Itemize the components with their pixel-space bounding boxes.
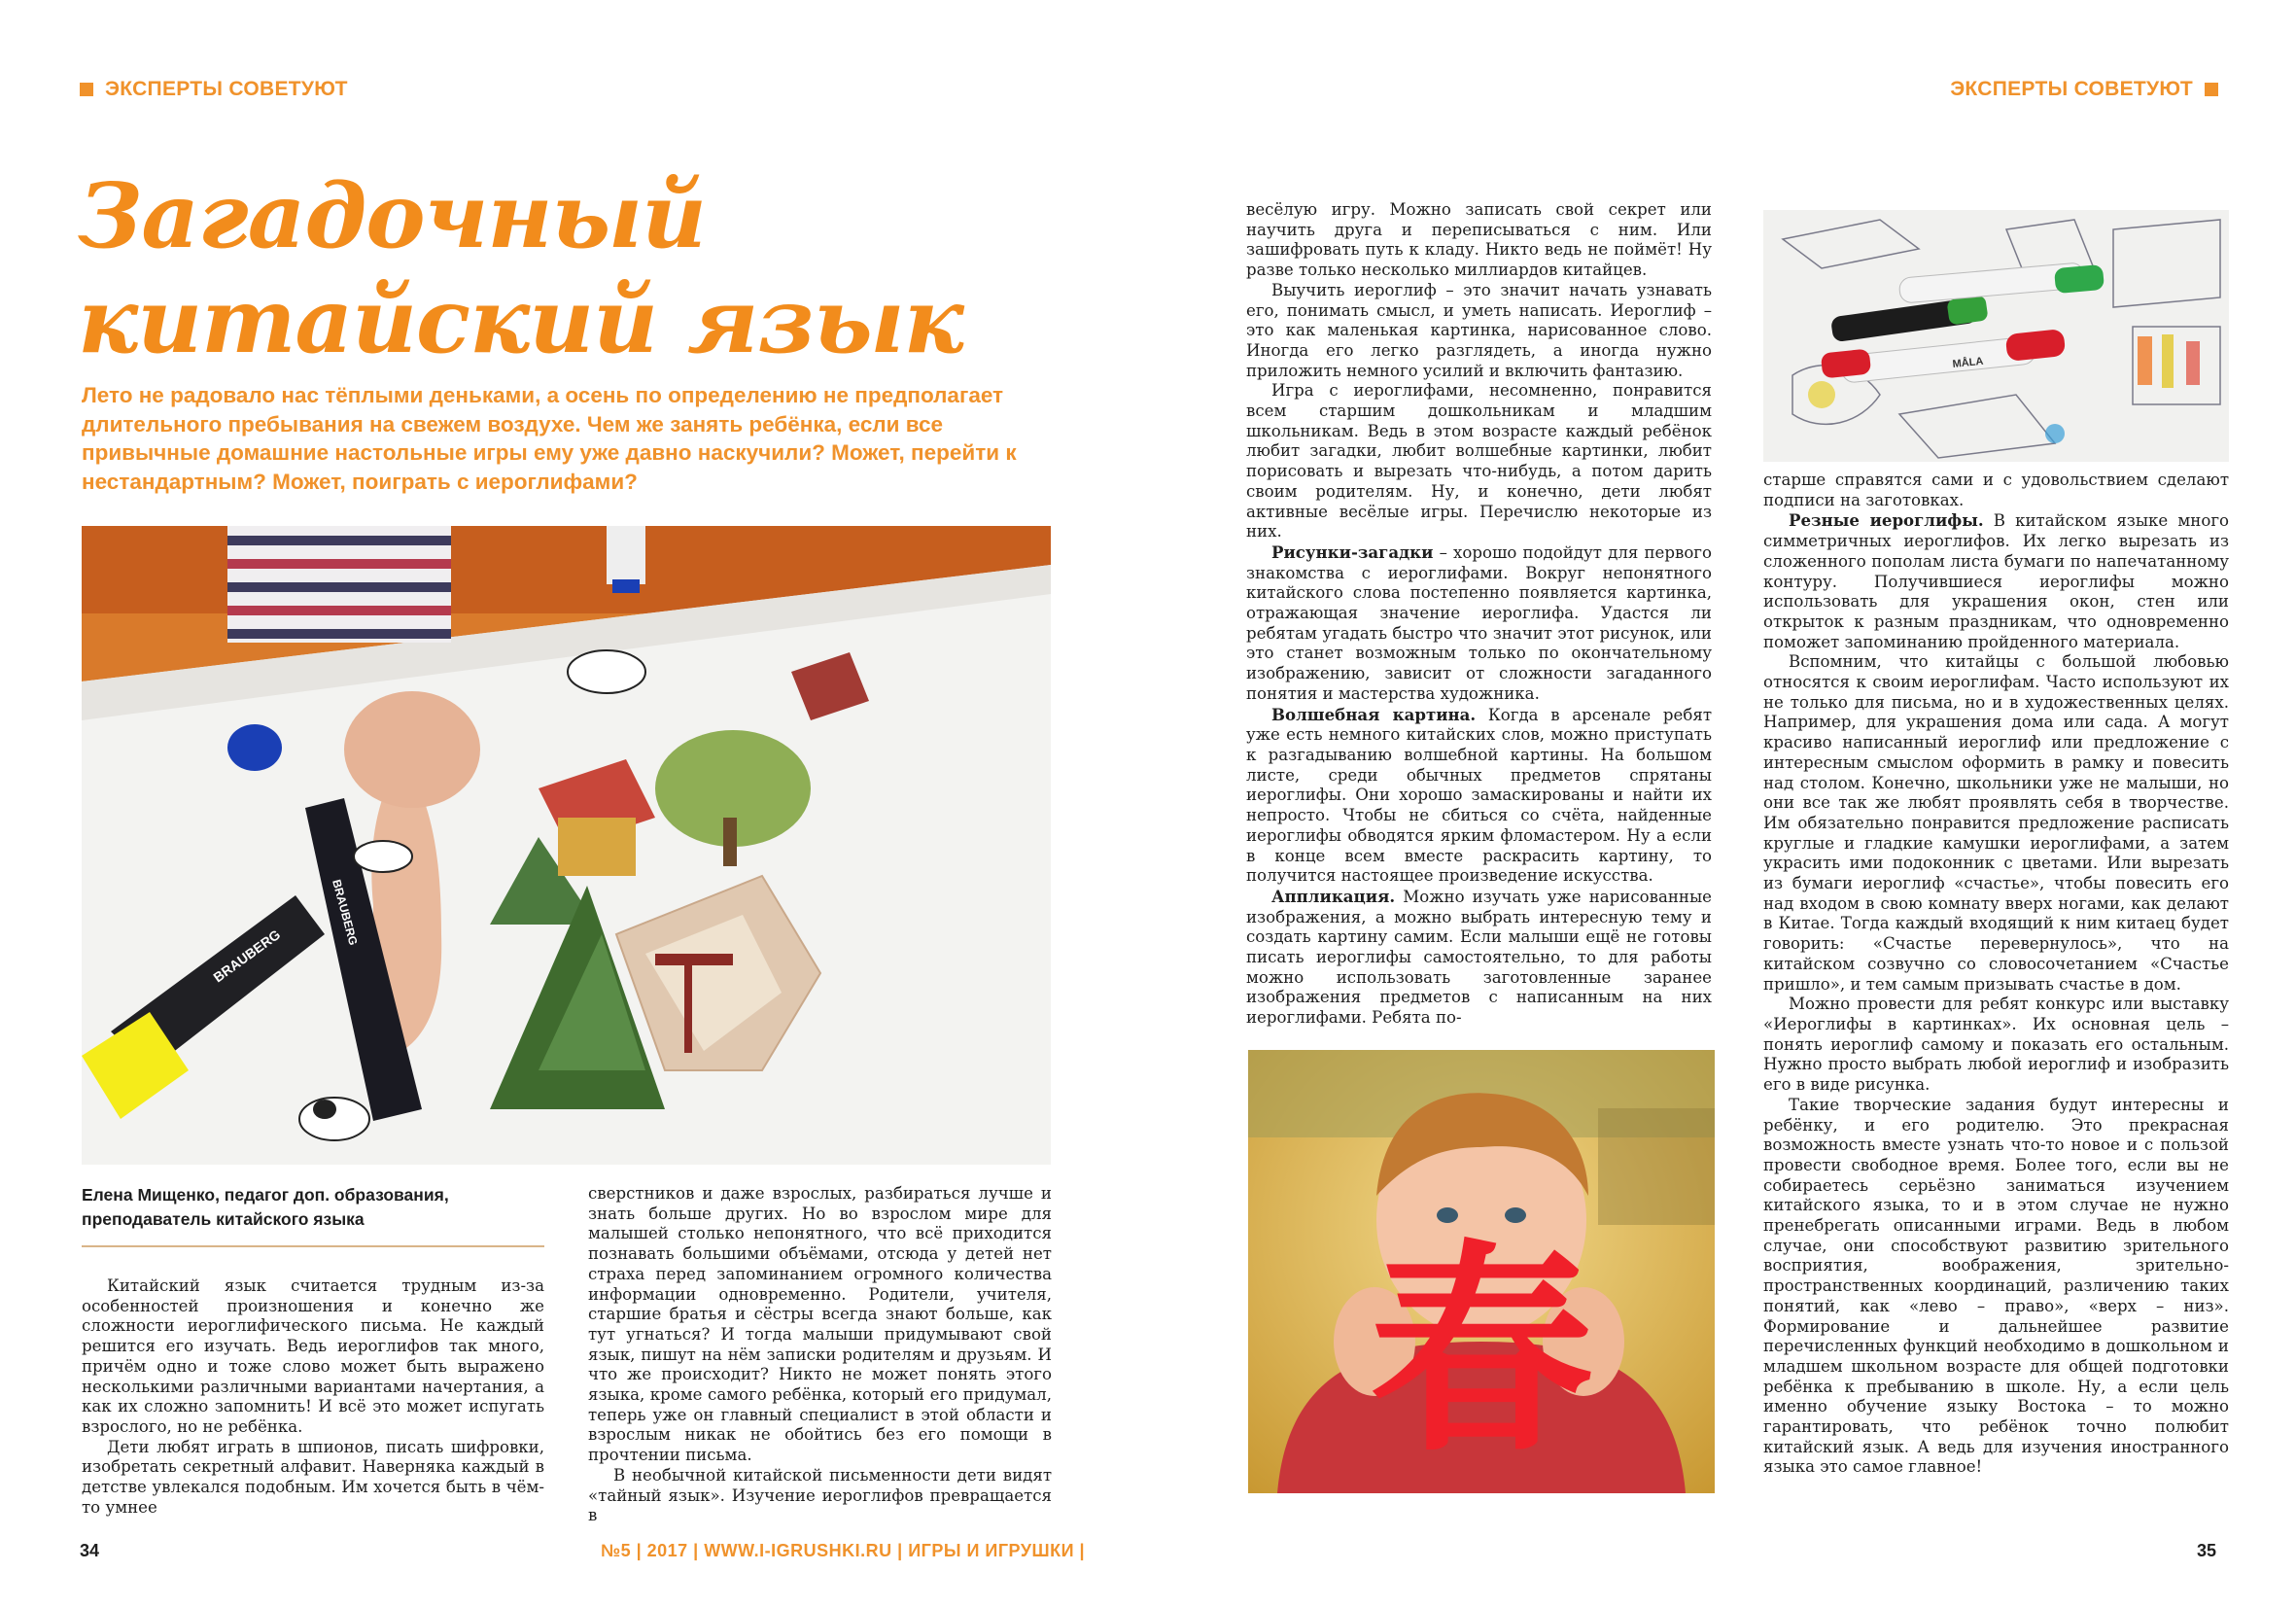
cutout-glyph: 春 <box>1369 1223 1594 1483</box>
markers-photo-illustration <box>1763 210 2229 462</box>
paragraph: Вспомним, что китайцы с большой любовью относятся к своим иероглифам. Часто используют их не только для письма, но и в художественных целях. Например, для украшения дома или сада. А могут красиво написанный иероглиф или предложение с интересным смыслом оформить в рамку и повесить над столом. Конечно, школьники уже не малыши, но они все так же любят проявлять себя в творчестве. Им обязательно понравится предложение расписать круглые и гладкие камушки иероглифами, а затем украсить ими подоконник с цветами. Или вырезать из бумаги иероглиф «счастье», чтобы повесить его над входом в свою комнату вверх ногами, как делают в Китае. Тогда каждый входящий к ним китаец будет говорить: «Счастье перевернулось», что на китайском созвучно со словосочетанием «Счастье пришло», и тем самым призывать счастье в дом. <box>1763 652 2229 994</box>
paragraph-text: Можно изучать уже нарисованные изображения, а можно выбрать интересную тему и создать картину самим. Если малыши ещё не готовы писать иероглифы самостоятельно, то для работы можно использовать заготовленные заранее изображения предметов с написанным на них иероглифами. Ребята по- <box>1246 887 1712 1028</box>
section-label: ЭКСПЕРТЫ СОВЕТУЮТ <box>105 78 348 100</box>
paragraph <box>1246 887 1712 1029</box>
subheading: Волшебная картина. <box>1271 704 1477 724</box>
paragraph-text: – хорошо подойдут для первого знакомства с иероглифами. Вокруг непонятного китайского слова постепенно появляется картинка, отражающая значение иероглифа. Удастся ли ребятам угадать быстро что значит этот рисунок, или это станет возможным только по окончательному изображению, зависит от сложности загаданного понятия и мастерства художника. <box>1246 542 1712 703</box>
author-byline <box>82 1183 544 1232</box>
boy-photo-illustration <box>1248 1050 1715 1493</box>
paragraph: Дети любят играть в шпионов, писать шифровки, изобретать секретный алфавит. Наверняка каждый в детстве увлекался подобным. Им хочется быть в чём-то умнее <box>82 1437 544 1517</box>
paragraph: В необычной китайской письменности дети видят «тайный язык». Изучение иероглифов превращается в <box>588 1465 1052 1525</box>
paragraph: Игра с иероглифами, несомненно, понравится всем старшим дошкольникам и младшим школьникам. Ведь в этом возрасте каждый ребёнок любит загадки, любит волшебные картинки, любит порисовать и вырезать что-нибудь, а потом дарить своим родителям. Ну, и конечно, дети любят активные весёлые игры. Перечислю некоторые из них. <box>1246 381 1712 541</box>
section-tag-right <box>1950 78 2218 101</box>
section-tag-left <box>80 78 348 101</box>
main-photo <box>82 526 1051 1165</box>
paragraph: Выучить иероглиф – это значит начать узнавать его, понимать смысл, и уметь написать. Иероглиф – это как маленькая картинка, нарисованное слово. Иногда его легко разглядеть, а иногда нужно приложить немного усилий и включить фантазию. <box>1246 280 1712 380</box>
paragraph <box>1246 542 1712 705</box>
article-title <box>78 163 963 373</box>
paragraph: Такие творческие задания будут интересны и ребёнку, и его родителю. Это прекрасная возможность вместе узнать что-то новое и с пользой провести свободное время. Более того, если вы не собираетесь серьёзно заниматься изучением китайского языка, то и в этом случае не нужно пренебрегать описанными играми. Ведь в любом случае, они способствуют развитию зрительного восприятия, воображения, зрительно-пространственных координаций, различению таких понятий, как «лево – право», «верх – низ». Формирование и дальнейшее развитие перечисленных функций необходимо в дошкольном и младшем школьном возрасте для общей подготовки ребёнка к пребыванию в школе. Ну, а если цель именно обучение языку Востока – то можно гарантировать, что ребёнок точно полюбит китайский язык. А ведь для изучения иностранного языка это самое главное! <box>1763 1095 2229 1477</box>
column-2 <box>588 1184 1052 1526</box>
column-1 <box>82 1276 544 1518</box>
orange-square-icon <box>2205 83 2218 96</box>
paragraph-text: В китайском языке много симметричных иероглифов. Их легко вырезать из сложенного пополам листа бумаги по напечатанному контуру. Получившиеся иероглифы можно использовать для украшения окон, стен или открыток к разным праздникам, что одновременно поможет запоминанию пройденного материала. <box>1763 511 2229 651</box>
byline-line-2: преподаватель китайского языка <box>82 1209 365 1229</box>
footer-issue-line: №5 | 2017 | WWW.I-IGRUSHKI.RU | ИГРЫ И ИГРУШКИ | <box>601 1541 1086 1560</box>
subheading: Резные иероглифы. <box>1789 510 1984 531</box>
paragraph <box>1246 705 1712 887</box>
paragraph: весёлую игру. Можно записать свой секрет или научить друга и переписываться с ним. Или зашифровать путь к кладу. Никто ведь не поймёт! Ну разве только несколько миллиардов китайцев. <box>1246 200 1712 280</box>
pen-brand-label: MÅLA <box>1952 355 1984 370</box>
section-label: ЭКСПЕРТЫ СОВЕТУЮТ <box>1950 78 2193 100</box>
page-number-left: 34 <box>80 1541 100 1560</box>
subheading: Аппликация. <box>1271 886 1396 906</box>
paragraph: Китайский язык считается трудным из-за особенностей произношения и конечно же сложности иероглифического письма. Не каждый решится его изучать. Ведь иероглифов так много, причём одно и тоже слово может быть выражено несколькими различными вариантами начертания, а как их сложно запомнить! И всё это может испугать взрослого, но не ребёнка. <box>82 1276 544 1436</box>
paragraph: сверстников и даже взрослых, разбираться лучше и знать больше других. Но во взрослом мире для малышей столько непонятного, что всё приходится познавать большими объёмами, отсюда у детей нет страха перед запоминанием огромного количества информации одновременно. Родители, учителя, старшие братья и сёстры всегда знают больше, как тут угнаться? И тогда малыши придумывают свой язык, пишут на нём записки родителям и друзьям. И что же происходит? Никто не может понять этого языка, кроме самого ребёнка, который его придумал, теперь уже он главный специалист в этой области и взрослым никак не обойтись без его помощи в прочтении письма. <box>588 1184 1052 1465</box>
title-line-2: китайский язык <box>78 268 963 373</box>
byline-divider <box>82 1245 544 1247</box>
orange-square-icon <box>80 83 93 96</box>
marker2-brand-label: BRAUBERG <box>330 878 361 947</box>
byline-line-1: Елена Мищенко, педагог доп. образования, <box>82 1185 449 1205</box>
main-photo-illustration <box>82 526 1051 1165</box>
paragraph <box>1763 510 2229 652</box>
page-number-right: 35 <box>2196 1541 2216 1560</box>
title-line-1: Загадочный <box>78 163 706 268</box>
paragraph: старше справятся сами и с удовольствием сделают подписи на заготовках. <box>1763 471 2229 509</box>
paragraph: Можно провести для ребят конкурс или выставку «Иероглифы в картинках». Их основная цель – понять иероглиф самому и показать его остальным. Нужно просто выбрать любой иероглиф и изобразить его в виде рисунка. <box>1763 995 2229 1095</box>
article-lead: Лето не радовало нас тёплыми деньками, а осень по определению не предполагает длительного пребывания на свежем воздухе. Чем же занять ребёнка, если все привычные домашние настольные игры ему уже давно наскучили? Может, перейти к нестандартным? Может, поиграть с иероглифами? <box>82 383 1017 494</box>
paragraph-text: Когда в арсенале ребят уже есть немного китайских слов, можно приступать к разгадыванию волшебной картины. На большом листе, среди обычных предметов спрятаны иероглифы. Они хорошо замаскированы и найти их непросто. Чтобы не сбиться со счёта, найденные иероглифы обводятся ярким фломастером. Ну а если в конце всем вместе раскрасить картину, то получится настоящее произведение искусства. <box>1246 705 1712 886</box>
marker-brand-label: BRAUBERG <box>210 926 284 986</box>
subheading: Рисунки-загадки <box>1271 541 1434 562</box>
column-4 <box>1763 471 2229 1478</box>
boy-photo <box>1248 1050 1715 1493</box>
column-3 <box>1246 200 1712 1029</box>
markers-photo <box>1763 210 2229 462</box>
